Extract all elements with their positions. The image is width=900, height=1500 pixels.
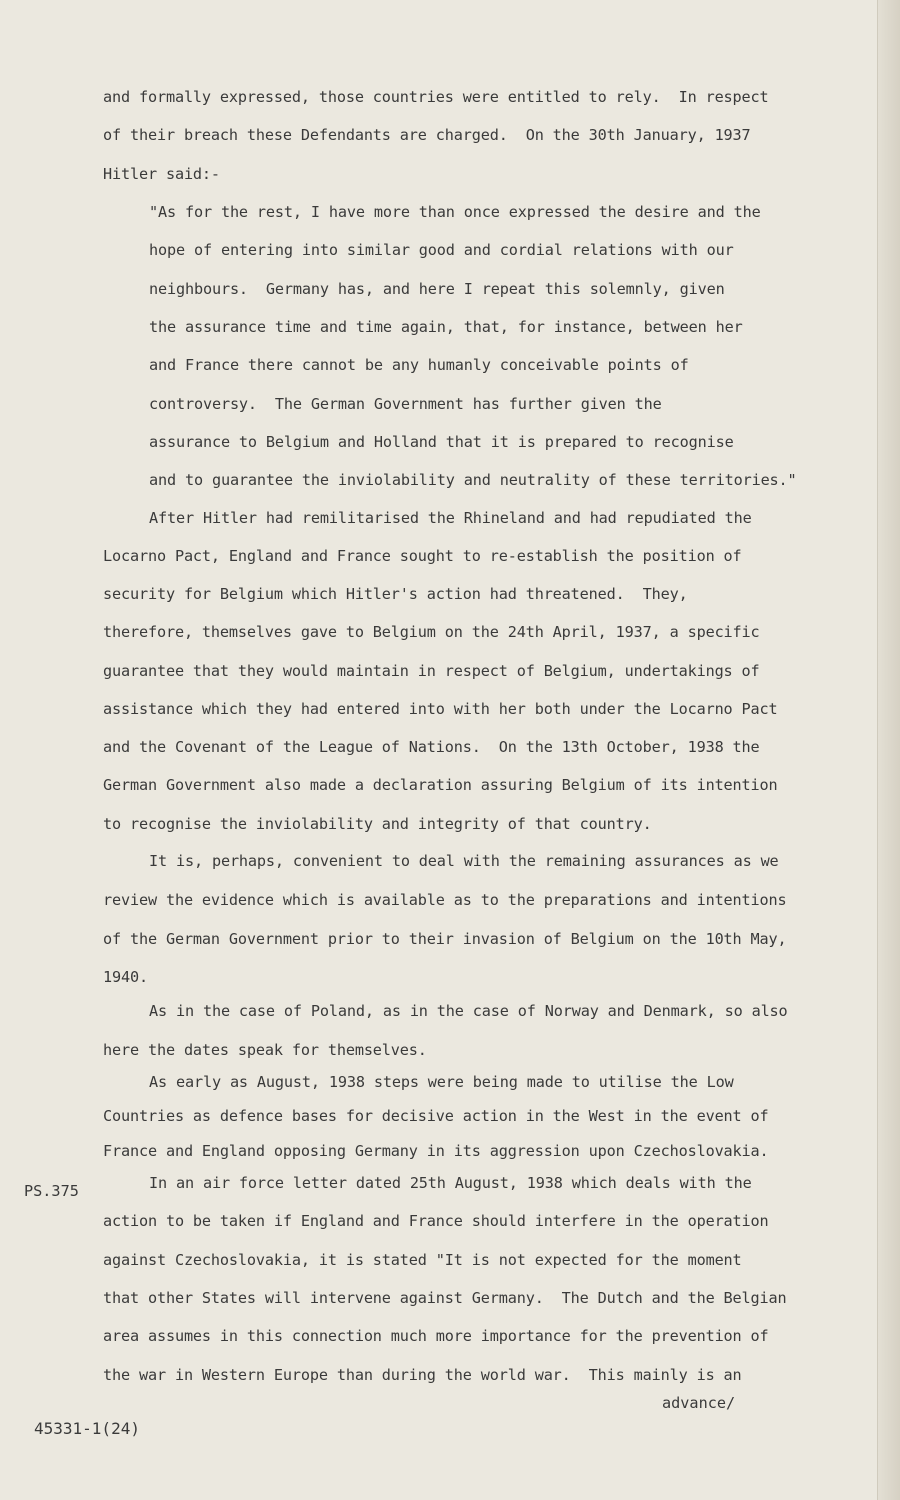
quote-line: and to guarantee the inviolability and neutrality of these territories." (149, 471, 797, 489)
text-line: As in the case of Poland, as in the case of Norway and Denmark, so also (149, 1002, 788, 1020)
text-line: to recognise the inviolability and integrity of that country. (103, 815, 652, 833)
text-line: guarantee that they would maintain in respect of Belgium, undertakings of (103, 662, 760, 680)
footer-code: 45331-1(24) (34, 1419, 140, 1438)
page-edge (877, 0, 900, 1500)
text-line: that other States will intervene against Germany. The Dutch and the Belgian (103, 1289, 787, 1307)
quote-line: hope of entering into similar good and cordial relations with our (149, 241, 734, 259)
text-line: As early as August, 1938 steps were being made to utilise the Low (149, 1073, 734, 1091)
quote-line: and France there cannot be any humanly conceivable points of (149, 356, 689, 374)
text-line: therefore, themselves gave to Belgium on the 24th April, 1937, a specific (103, 623, 760, 641)
quote-line: neighbours. Germany has, and here I repeat this solemnly, given (149, 280, 725, 298)
text-line: assistance which they had entered into with her both under the Locarno Pact (103, 700, 778, 718)
text-line: review the evidence which is available as to the preparations and intentions (103, 891, 787, 909)
catchword: advance/ (662, 1394, 736, 1412)
text-line: Countries as defence bases for decisive action in the West in the event of (103, 1107, 769, 1125)
text-line: action to be taken if England and France should interfere in the operation (103, 1212, 769, 1230)
text-line: 1940. (103, 968, 148, 986)
margin-reference: PS.375 (24, 1182, 79, 1200)
text-line: Hitler said:- (103, 165, 220, 183)
text-line: and the Covenant of the League of Nations. On the 13th October, 1938 the (103, 738, 760, 756)
text-line: security for Belgium which Hitler's action had threatened. They, (103, 585, 688, 603)
text-line: of the German Government prior to their invasion of Belgium on the 10th May, (103, 930, 787, 948)
text-line: In an air force letter dated 25th August, 1938 which deals with the (149, 1174, 752, 1192)
text-line: area assumes in this connection much more importance for the prevention of (103, 1327, 769, 1345)
text-line: and formally expressed, those countries were entitled to rely. In respect (103, 88, 769, 106)
text-line: German Government also made a declaration assuring Belgium of its intention (103, 776, 778, 794)
text-line: the war in Western Europe than during the world war. This mainly is an (103, 1366, 742, 1384)
quote-line: assurance to Belgium and Holland that it is prepared to recognise (149, 433, 734, 451)
text-line: of their breach these Defendants are charged. On the 30th January, 1937 (103, 126, 751, 144)
text-line: against Czechoslovakia, it is stated "It is not expected for the moment (103, 1251, 742, 1269)
text-line: France and England opposing Germany in its aggression upon Czechoslovakia. (103, 1142, 769, 1160)
text-line: Locarno Pact, England and France sought to re-establish the position of (103, 547, 742, 565)
quote-line: controversy. The German Government has further given the (149, 395, 662, 413)
quote-line: the assurance time and time again, that, for instance, between her (149, 318, 743, 336)
text-line: here the dates speak for themselves. (103, 1041, 427, 1059)
text-line: It is, perhaps, convenient to deal with the remaining assurances as we (149, 852, 779, 870)
quote-line: "As for the rest, I have more than once expressed the desire and the (149, 203, 761, 221)
text-line: After Hitler had remilitarised the Rhineland and had repudiated the (149, 509, 752, 527)
